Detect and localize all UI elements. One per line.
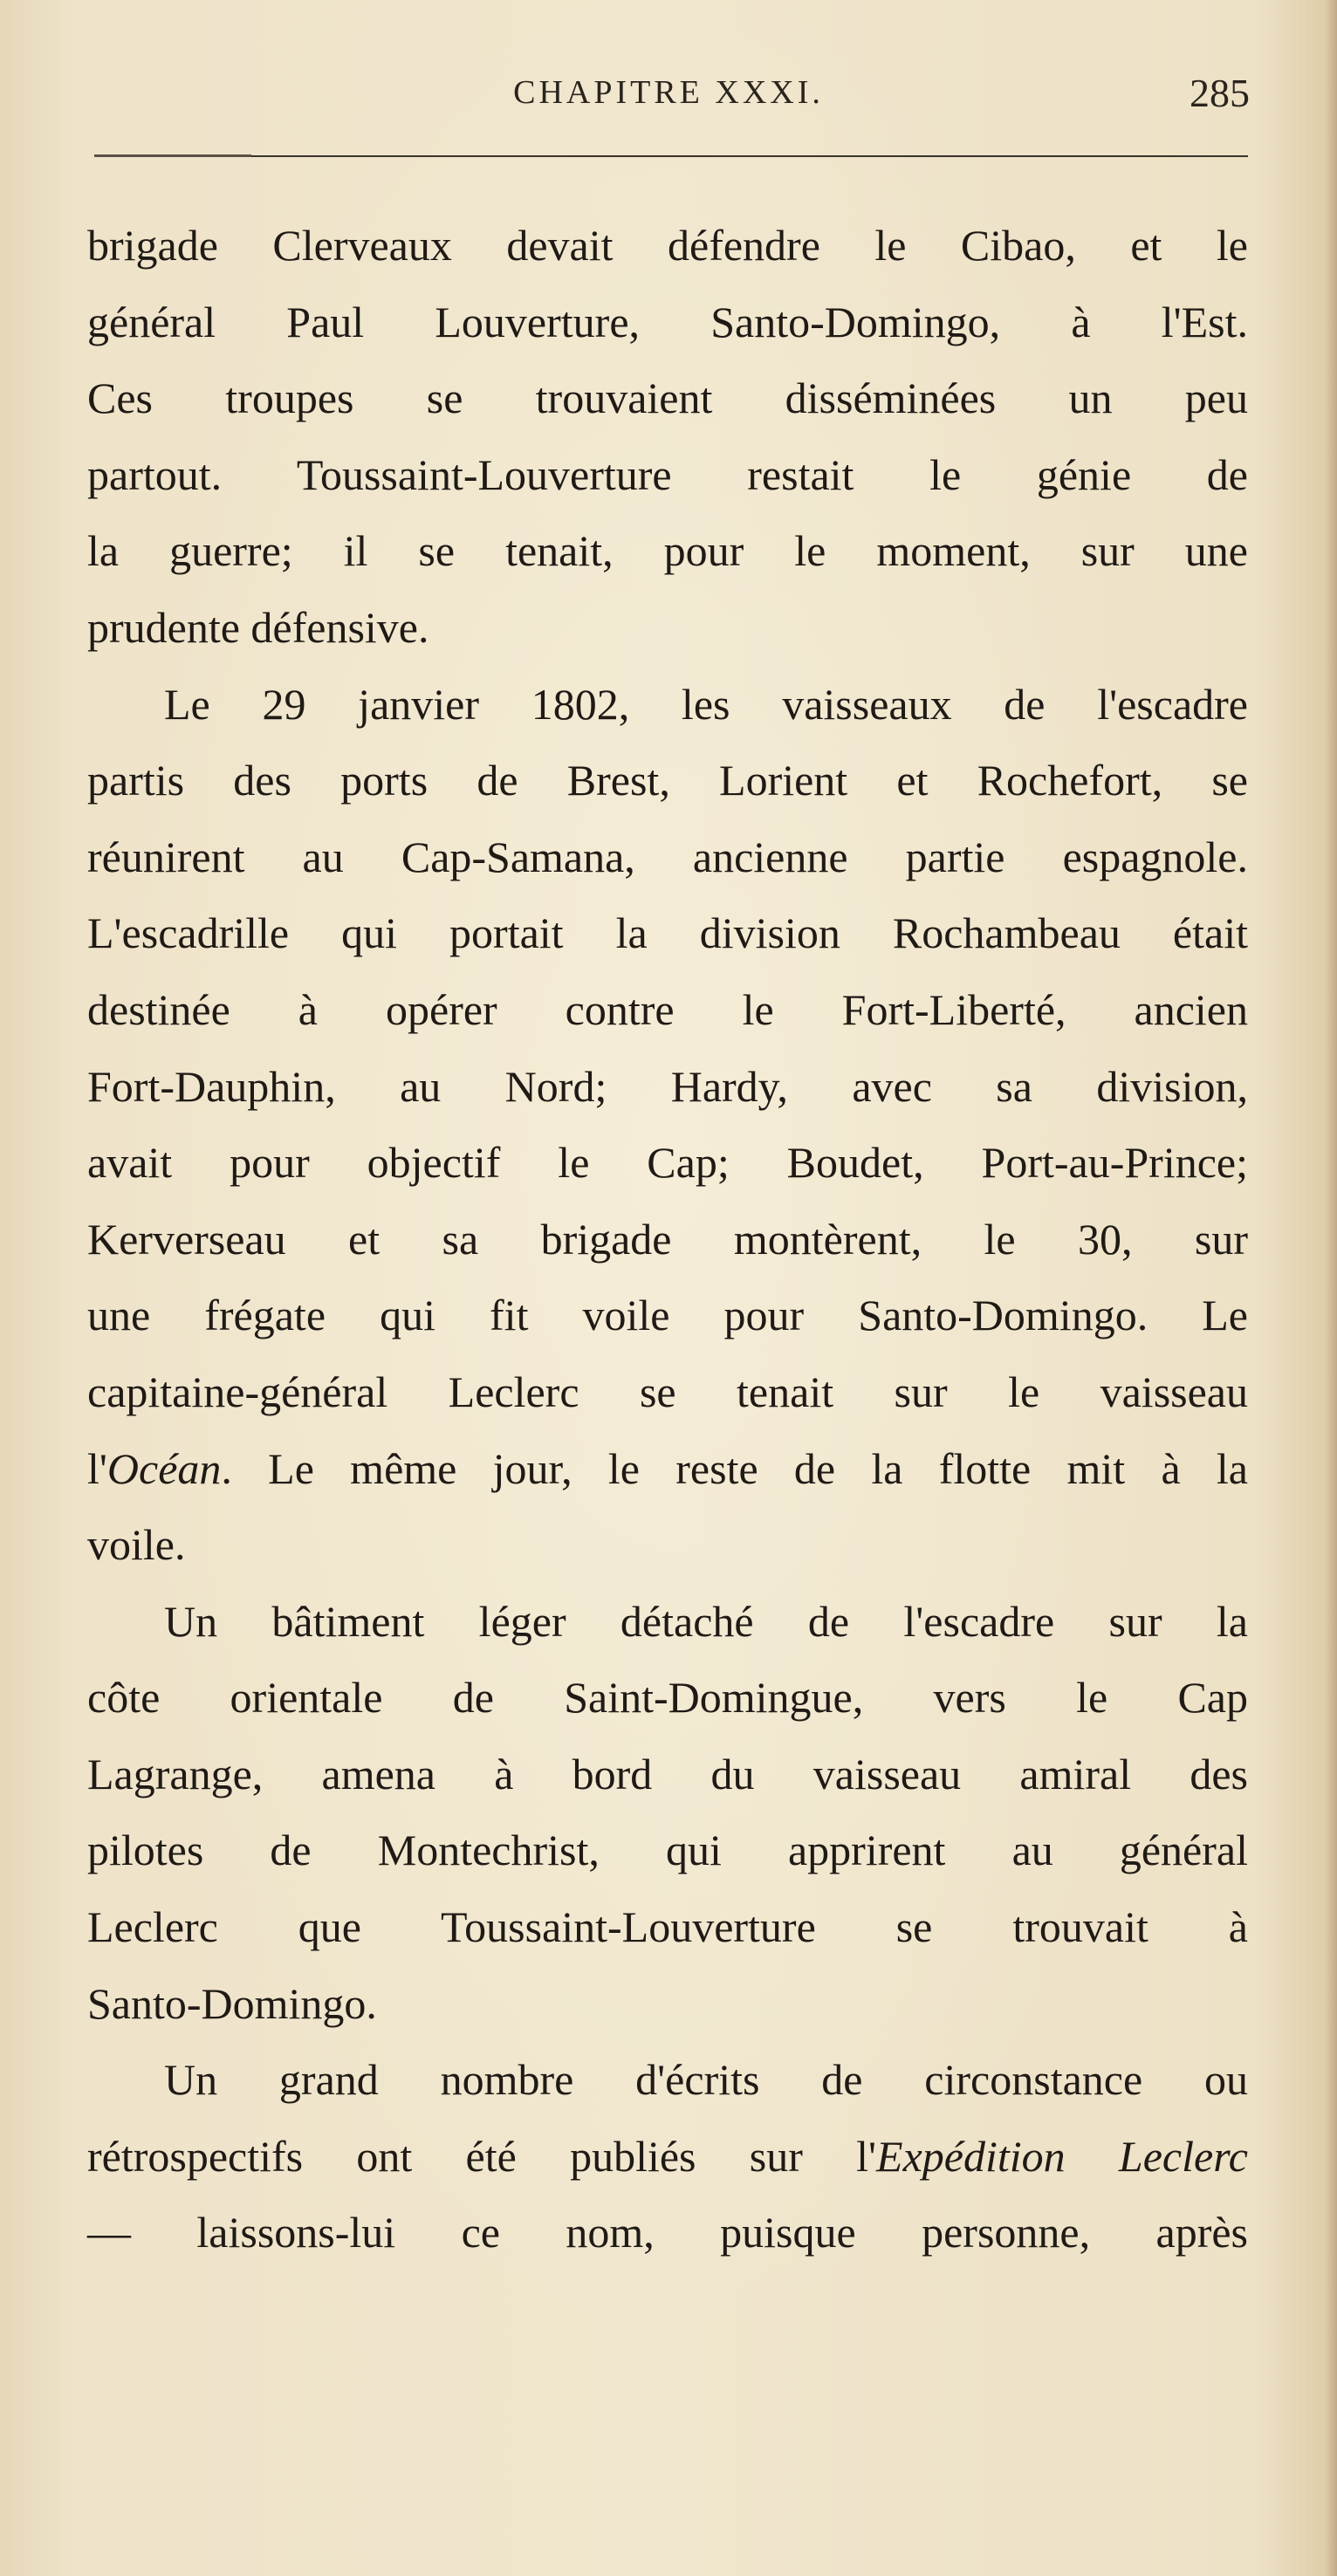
text-line: brigade Clerveaux devait défendre le Cibao, et le [87, 221, 1248, 270]
text-line: prudente défensive. [87, 602, 429, 652]
text-segment: . Le même jour, le reste de la flotte mit à la [221, 1443, 1248, 1493]
text-line: Kerverseau et sa brigade montèrent, le 30, sur [87, 1214, 1248, 1264]
text-line: avait pour objectif le Cap; Boudet, Port-au-Prince; [87, 1138, 1248, 1188]
text-line: voile. [87, 1520, 186, 1570]
chapter-title: CHAPITRE XXXI. [513, 74, 824, 111]
paragraph-start-line: Le 29 janvier 1802, les vaisseaux de l'escadre [164, 679, 1248, 729]
text-line: côte orientale de Saint-Domingue, vers le Cap [87, 1673, 1248, 1723]
text-line: partout. Toussaint-Louverture restait le génie de [87, 449, 1248, 499]
paragraph-start-line: Un bâtiment léger détaché de l'escadre sur la [164, 1596, 1248, 1646]
text-line-with-italic [87, 1431, 1248, 1508]
text-line: partis des ports de Brest, Lorient et Rochefort, se [87, 756, 1248, 805]
text-line: Leclerc que Toussaint-Louverture se trouvait à [87, 1902, 1248, 1952]
text-line: une frégate qui fit voile pour Santo-Domingo. Le [87, 1291, 1248, 1340]
text-segment: rétrospectifs ont été publiés sur l' [87, 2131, 877, 2181]
text-segment: l' [87, 1443, 107, 1493]
text-line: la guerre; il se tenait, pour le moment, sur une [87, 526, 1248, 576]
text-line: L'escadrille qui portait la division Rochambeau était [87, 908, 1248, 958]
body-text [87, 208, 1248, 2271]
text-line: général Paul Louverture, Santo-Domingo, à l'Est. [87, 297, 1248, 346]
page-number: 285 [1190, 71, 1250, 115]
text-line: réunirent au Cap-Samana, ancienne partie espagnole. [87, 832, 1248, 881]
text-line: capitaine-général Leclerc se tenait sur le vaisseau [87, 1367, 1248, 1416]
text-line: Fort-Dauphin, au Nord; Hardy, avec sa division, [87, 1061, 1248, 1111]
text-line: Ces troupes se trouvaient disséminées un peu [87, 373, 1248, 423]
paragraph-start-line: Un grand nombre d'écrits de circonstance ou [164, 2055, 1248, 2105]
text-line: pilotes de Montechrist, qui apprirent au général [87, 1826, 1248, 1875]
text-line: destinée à opérer contre le Fort-Liberté, ancien [87, 984, 1248, 1034]
text-line: Santo-Domingo. [87, 1978, 377, 2028]
text-line: — laissons-lui ce nom, puisque personne, après [87, 2208, 1248, 2257]
text-line-with-italic [87, 2119, 1248, 2196]
italic-ship-name: Océan [106, 1443, 222, 1493]
header-rule [94, 155, 1248, 157]
text-line: Lagrange, amena à bord du vaisseau amiral des [87, 1749, 1248, 1798]
italic-expedition-title: Expédition Leclerc [876, 2131, 1248, 2181]
running-head [0, 73, 1337, 126]
